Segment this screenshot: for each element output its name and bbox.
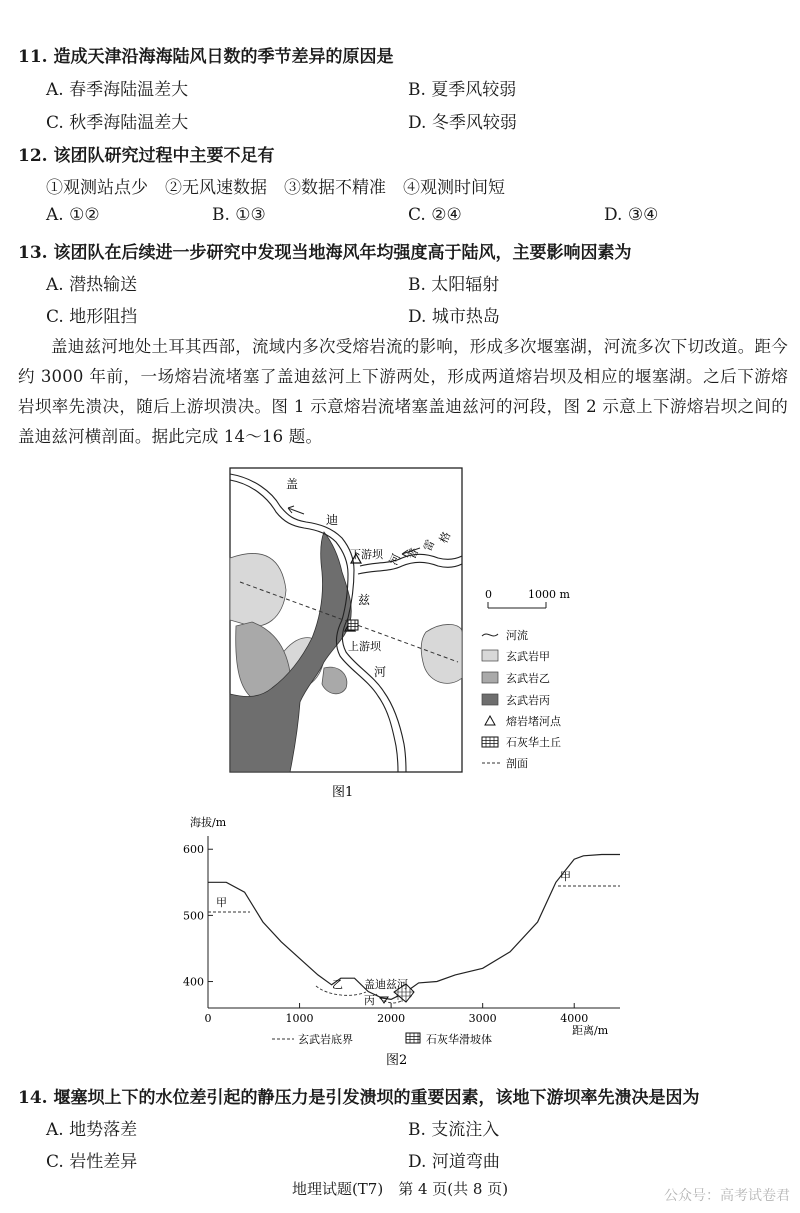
q12-option-a: A. ①②: [46, 205, 100, 225]
svg-text:1000 m: 1000 m: [528, 588, 570, 601]
figure-2-caption: 图2: [386, 1053, 408, 1068]
q14-option-d: D. 河道弯曲: [408, 1152, 500, 1172]
watermark: 公众号：高考试卷君: [664, 1188, 790, 1204]
river-name-char: 盖: [286, 477, 299, 491]
y-tick-label: 600: [183, 843, 204, 857]
y-tick-label: 400: [183, 975, 204, 989]
q11-option-a: A. 春季海陆温差大: [46, 80, 189, 100]
svg-text:玄武岩丙: 玄武岩丙: [506, 694, 550, 707]
q12-option-d: D. ③④: [604, 205, 659, 225]
y-tick-label: 500: [183, 909, 204, 923]
q11-option-c: C. 秋季海陆温差大: [46, 113, 189, 133]
river-name-char: 迪: [326, 513, 339, 527]
svg-text:0: 0: [485, 588, 492, 601]
terrain-profile-line: [208, 855, 620, 1000]
q11-option-d: D. 冬季风较弱: [408, 113, 517, 133]
q13-option-b: B. 太阳辐射: [408, 275, 500, 295]
q12-option-b: B. ①③: [212, 205, 266, 225]
q14-option-a: A. 地势落差: [46, 1120, 138, 1140]
q13-option-d: D. 城市热岛: [408, 307, 500, 327]
q13-option-a: A. 潜热输送: [46, 275, 138, 295]
figure-1-map: [224, 462, 592, 808]
q14-option-b: B. 支流注入: [408, 1120, 500, 1140]
page-footer: 地理试题(T7) 第 4 页(共 8 页): [291, 1180, 509, 1198]
fig2-ylabel: 海拔/m: [190, 816, 227, 829]
label-bing: 丙: [364, 994, 375, 1007]
x-tick-label: 2000: [377, 1012, 406, 1025]
tributary-name-char: 普: [404, 545, 422, 562]
label-yi: 乙: [332, 978, 343, 991]
q12-stem: 12. 该团队研究过程中主要不足有: [18, 146, 275, 166]
label-jia-left: 甲: [216, 896, 227, 909]
river-name-char: 河: [374, 665, 387, 679]
q12-option-c: C. ②④: [408, 205, 462, 225]
svg-text:熔岩堵河点: 熔岩堵河点: [506, 715, 561, 728]
figure-1-legend: [482, 628, 562, 770]
q11-stem: 11. 造成天津沿海海陆风日数的季节差异的原因是: [18, 47, 394, 67]
travertine-mound-icon: [348, 620, 358, 630]
figure-2-profile: [180, 808, 630, 1074]
svg-text:玄武岩甲: 玄武岩甲: [506, 650, 550, 663]
x-tick-label: 4000: [560, 1012, 589, 1025]
label-river: 盖迪兹河: [364, 978, 408, 991]
x-tick-label: 1000: [285, 1012, 314, 1025]
scale-bar: [485, 588, 570, 608]
svg-text:石灰华土丘: 石灰华土丘: [506, 736, 561, 749]
svg-text:玄武岩乙: 玄武岩乙: [506, 672, 550, 685]
tributary-name-char: 河: [386, 551, 404, 568]
fig2-legend-basalt-base: 玄武岩底界: [298, 1033, 353, 1046]
passage: 盖迪兹河地处土耳其西部，流域内多次受熔岩流的影响，形成多次堰塞湖，河流多次下切改道。距今约 3000 年前，一场熔岩流堵塞了盖迪兹河上下游两处，形成两道熔岩坝及相应的堰塞湖。之后下游熔岩坝率先溃决，随后上游坝溃决。图 1 示意熔岩流堵塞盖迪兹河的河段，图 2 示意上下游熔岩坝之间的盖迪兹河横剖面。据此完成 14～16 题。: [18, 337, 788, 446]
q14-option-c: C. 岩性差异: [46, 1152, 138, 1172]
downstream-dam-label: 下游坝: [350, 548, 383, 561]
fig2-legend-travertine: 石灰华滑坡体: [426, 1033, 492, 1046]
q13-option-c: C. 地形阻挡: [46, 307, 138, 327]
figure-1-caption: 图1: [332, 785, 354, 800]
q14-stem: 14. 堰塞坝上下的水位差引起的静压力是引发溃坝的重要因素，该地下游坝率先溃决是因为: [18, 1088, 700, 1108]
upstream-dam-label: 上游坝: [348, 640, 381, 653]
svg-text:剖面: 剖面: [506, 757, 528, 770]
q11-option-b: B. 夏季风较弱: [408, 80, 517, 100]
travertine-legend-icon: [406, 1033, 420, 1043]
tributary-name-char: 雷: [420, 537, 438, 554]
q12-statements: ①观测站点少 ②无风速数据 ③数据不精准 ④观测时间短: [46, 178, 505, 198]
x-tick-label: 0: [204, 1012, 212, 1025]
label-jia-right: 甲: [560, 870, 571, 883]
tributary-name-char: 格: [436, 529, 454, 546]
fig2-xlabel: 距离/m: [572, 1024, 609, 1037]
svg-text:河流: 河流: [506, 629, 528, 642]
river-name-char: 兹: [358, 593, 371, 607]
x-tick-label: 3000: [468, 1012, 497, 1025]
q13-stem: 13. 该团队在后续进一步研究中发现当地海风年均强度高于陆风，主要影响因素为: [18, 243, 632, 263]
